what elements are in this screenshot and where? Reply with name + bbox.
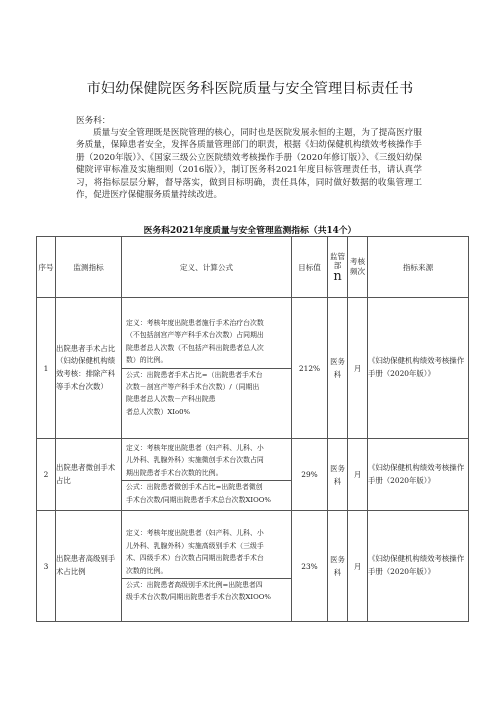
formula-line: 者总人次数）XIo0% (126, 407, 191, 416)
definition-line: 定义：考核年度出院患者施行手术治疗台次数 (126, 318, 264, 327)
row-formula (122, 481, 291, 507)
table-row (37, 298, 469, 439)
row-formula (122, 579, 291, 605)
row-indicator: 出院患者微创手术占比 (56, 439, 122, 511)
row-target: 23% (292, 511, 328, 622)
row-definition (122, 527, 291, 579)
formula-line: 公式：出院患者手术占比=（出院患者手术台 (126, 370, 263, 379)
metrics-table (36, 236, 469, 622)
row-target: 29% (292, 439, 328, 511)
header-frequency: 考核频次 (348, 237, 368, 298)
header-no: 序号 (37, 237, 56, 298)
table-row (37, 439, 469, 511)
formula-line: 次数－剖宫产等产科手术台次数）/（同期出 (126, 382, 260, 391)
header-definition: 定义、计算公式 (122, 237, 292, 298)
row-frequency: 月 (348, 298, 368, 439)
document-title: 市妇幼保健院医务科医院质量与安全管理目标责任书 (86, 81, 414, 97)
definition-line: （不包括剖宫产等产科手术台次数）占同期出 (126, 331, 264, 340)
definition-line: 期出院患者手术台次数的比例。 (126, 468, 223, 477)
row-definition-cell (122, 511, 292, 622)
row-monitor-dept: 医务科 (328, 298, 348, 439)
row-no: 2 (37, 439, 56, 511)
table-row (37, 511, 469, 622)
formula-line: 手术台次数/同期出院患者手术总台次数XIOO% (126, 495, 271, 504)
row-definition (122, 442, 291, 481)
row-indicator: 出院患者高级别手术占比例 (56, 511, 122, 622)
row-definition-cell (122, 298, 292, 439)
header-source: 指标来源 (368, 237, 469, 298)
row-definition-cell (122, 439, 292, 511)
row-indicator: 出院患者手术占比（妇幼保健机构绩效考核：排除产科等手术台次数） (56, 298, 122, 439)
header-monitor-dept (328, 237, 348, 298)
definition-line: 术、四级手术）台次数占同期出院患者手术台 (126, 554, 264, 563)
table-caption: 医务科2021年度质量与安全管理监测指标（共14个） (143, 226, 357, 236)
row-source: 《妇幼保健机构绩效考核操作手册（2020年版）》 (368, 439, 469, 511)
addressee: 医务科： (76, 116, 111, 126)
definition-line: 定义：考核年度出院患者（妇产科、儿科、小 (126, 529, 264, 538)
definition-line: 儿外科、乳腺外科）实施高级别手术（三级手 (126, 541, 264, 550)
definition-line: 定义：考核年度出院患者（妇产科、儿科、小 (126, 443, 264, 452)
intro-paragraph: 质量与安全管理既是医院管理的核心，同时也是医院发展永恒的主题，为了提高医疗服务质量，保障患者安全，发挥各质量管理部门的职责，根据《妇幼保健机构绩效考核操作手册（2020年版）》、《国家三级公立医院绩效考核操作手册（2020年修订版）》、《三级妇幼保健院评审标准及实施细则（2016版）》，制订医务科2021年度目标管理责任书，请认真学习，将指标层层分解，督导落实，做到目标明确，责任具体，同时做好数据的收集管理工作，促进医疗保健服务质量持续改进。 (76, 128, 422, 201)
row-formula (122, 369, 291, 420)
row-monitor-dept: 医务科 (328, 439, 348, 511)
row-no: 3 (37, 511, 56, 622)
row-monitor-dept: 医务科 (328, 511, 348, 622)
formula-line: 级手术台次数/同期出院患者手术台次数XIOO% (126, 593, 271, 602)
table-header-row (37, 237, 469, 298)
row-source: 《妇幼保健机构绩效考核操作手册（2020年版）》 (368, 298, 469, 439)
row-frequency: 月 (348, 439, 368, 511)
definition-line: 院患者总人次数（不包括产科出院患者总人次 (126, 343, 264, 352)
header-target: 目标值 (292, 237, 328, 298)
header-indicator: 监测指标 (56, 237, 122, 298)
row-target: 212% (292, 298, 328, 439)
definition-line: 数）的比例。 (126, 356, 168, 365)
row-no: 1 (37, 298, 56, 439)
formula-line: 公式：出院患者微创手术占比=出院患者微创 (126, 483, 263, 492)
formula-line: 公式：出院患者高级别手术比例=出院患者四 (126, 580, 263, 589)
header-monitor-dept-text: 监管部 (329, 251, 346, 270)
formula-line: 院患者总人次数－产科出院患 (126, 395, 216, 404)
definition-line: 儿外科、乳腺外科）实施微创手术台次数占同 (126, 456, 264, 465)
row-definition (122, 317, 291, 369)
header-monitor-dept-mark: n (333, 268, 342, 284)
row-frequency: 月 (348, 511, 368, 622)
definition-line: 次数的比例。 (126, 566, 168, 575)
row-source: 《妇幼保健机构绩效考核操作手册（2020年版）》 (368, 511, 469, 622)
